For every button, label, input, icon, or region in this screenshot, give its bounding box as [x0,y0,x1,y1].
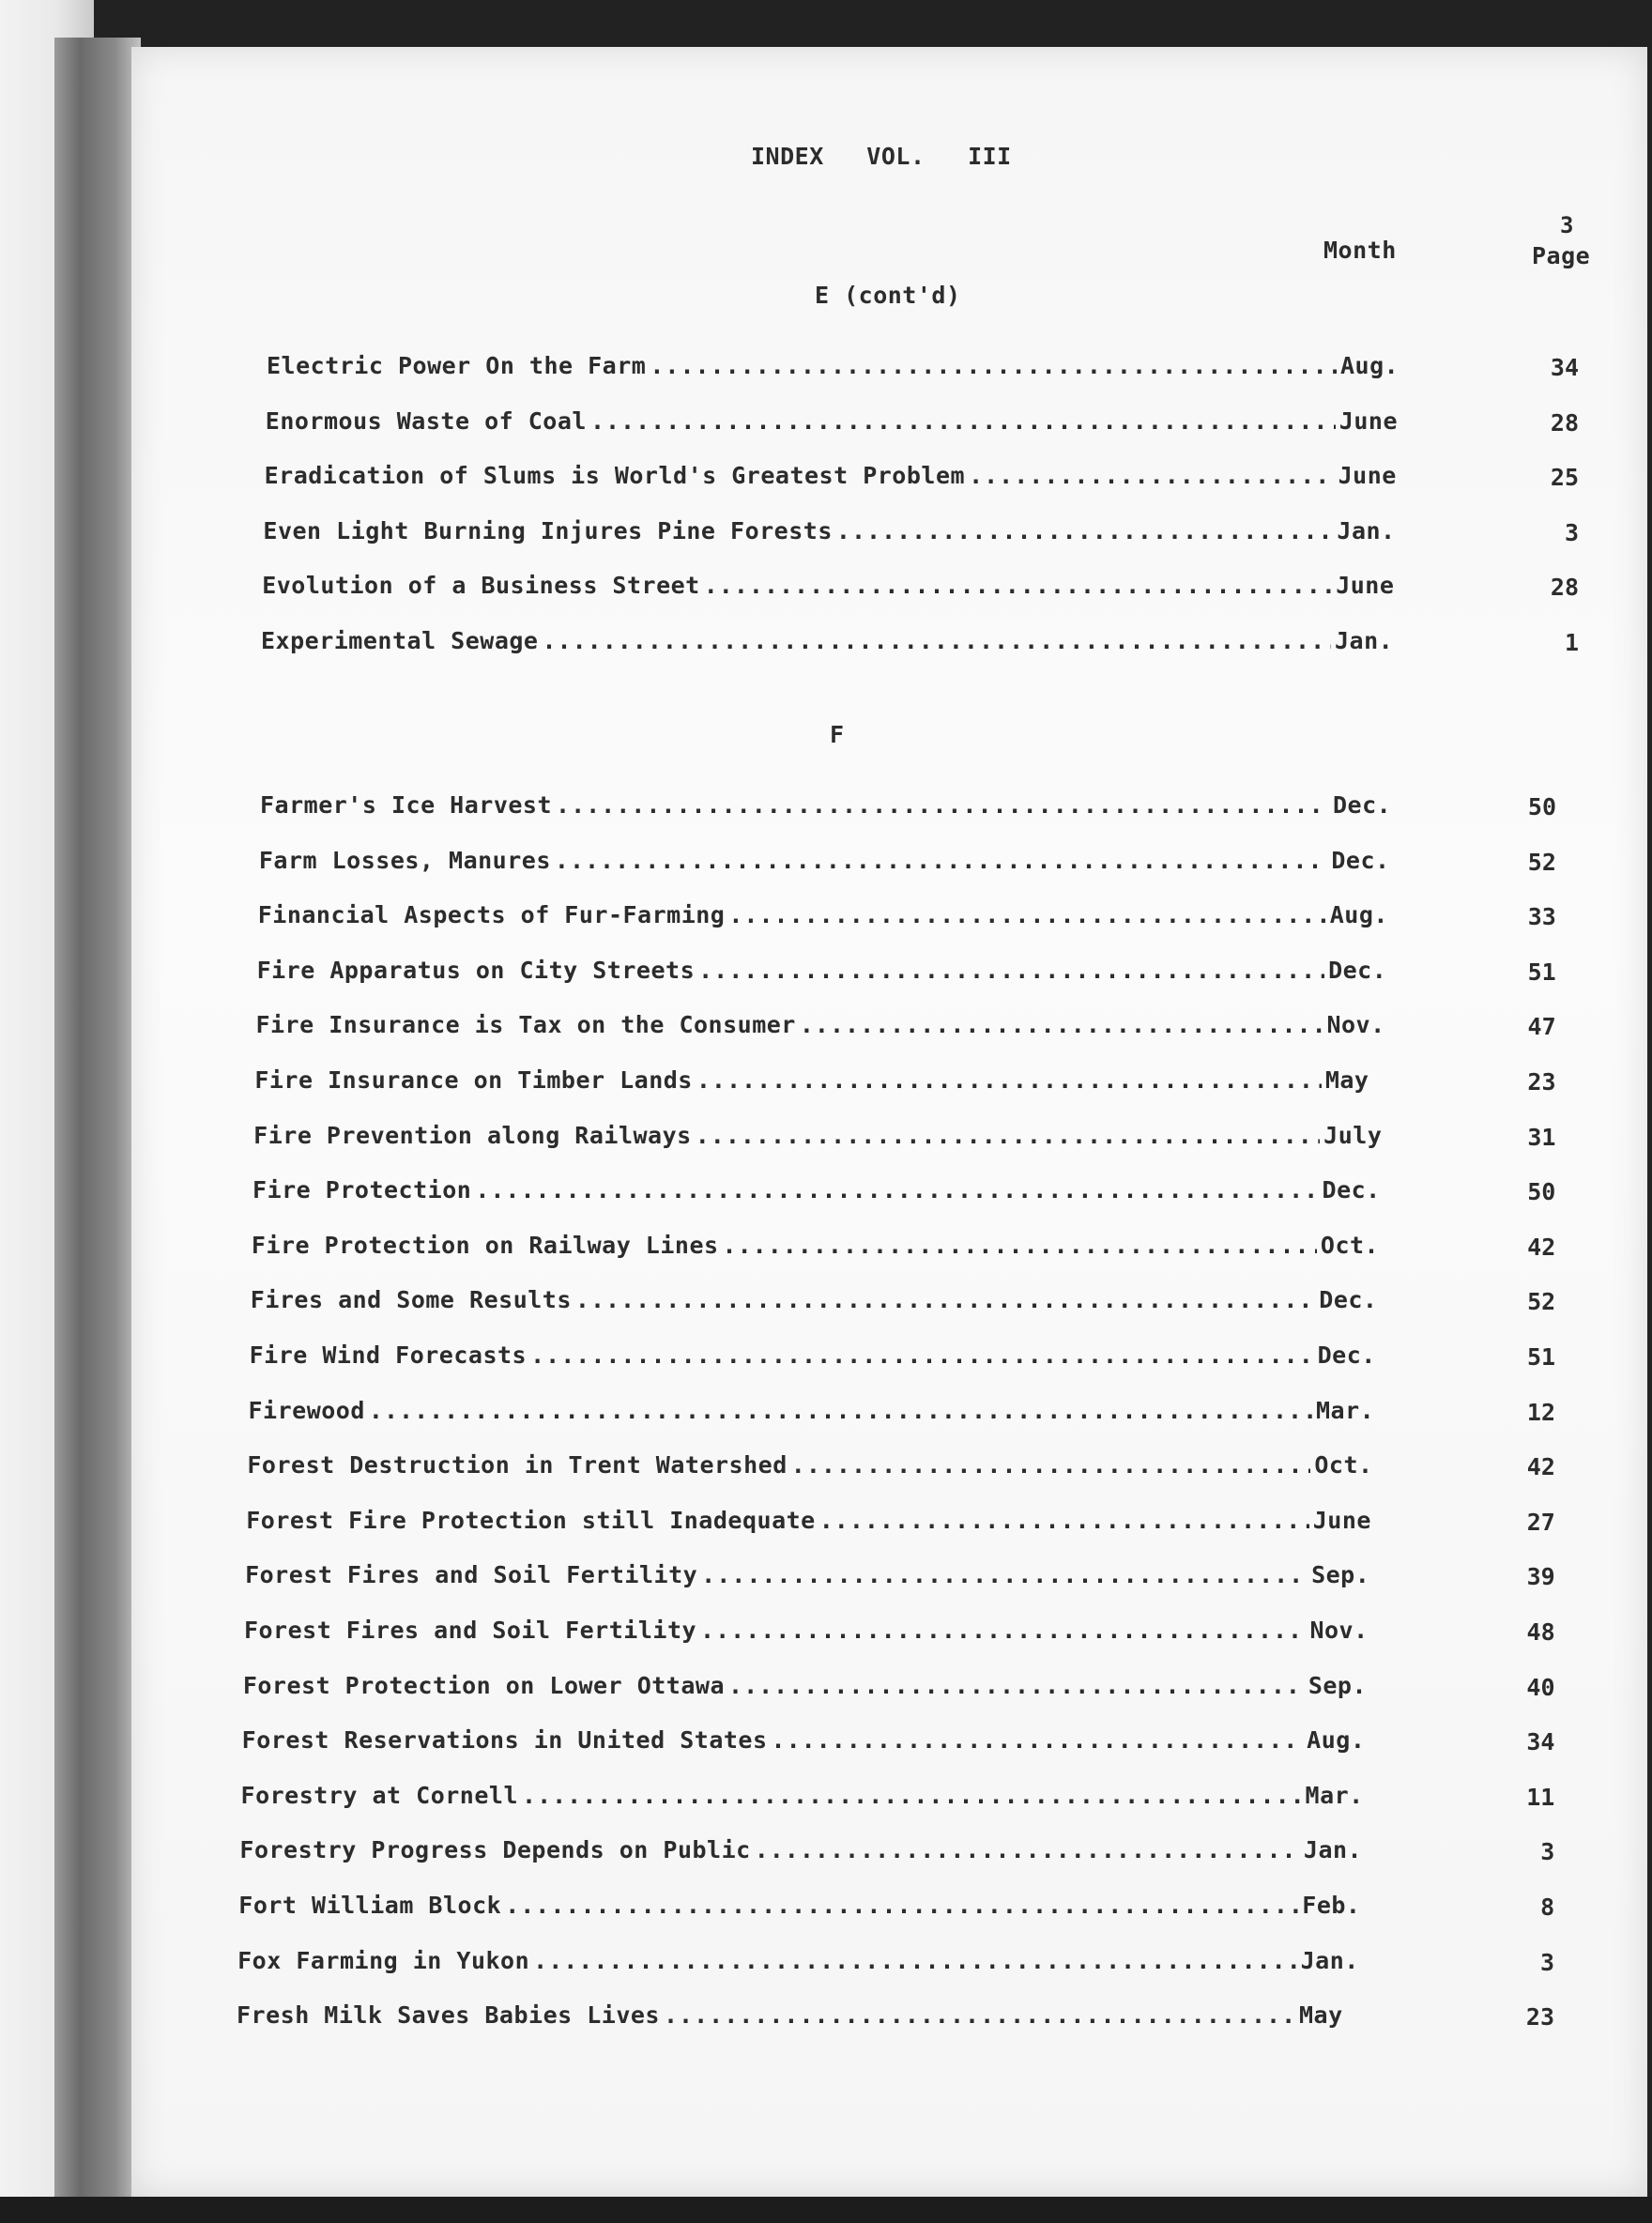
index-entry [263,517,1402,555]
entry-month: Aug. [1340,352,1400,379]
index-entry [260,791,1399,829]
entry-page-number: 11 [1526,1783,1555,1811]
entry-title: Forestry at Cornell [240,1781,519,1809]
dot-leader [698,957,1324,984]
entry-month: May [1324,1066,1369,1094]
entry-month: June [1338,406,1399,435]
index-entry [259,847,1398,884]
entry-title: Fire Insurance is Tax on the Consumer [255,1011,796,1039]
index-entry [251,1286,1385,1324]
entry-page-number: 33 [1527,903,1556,931]
entry-page-number: 52 [1527,1288,1556,1316]
entry-title: Farm Losses, Manures [258,846,551,874]
entry-title: Forest Fires and Soil Fertility [245,1561,698,1589]
dot-leader [533,1947,1296,1974]
dot-leader [723,1232,1317,1259]
index-entry [258,901,1396,939]
section-heading-e: E (cont'd) [815,282,961,309]
index-entry [238,1892,1368,1929]
entry-title: Farmer's Ice Harvest [260,791,553,819]
entry-page-number: 3 [1540,1948,1555,1976]
entry-month: Jan. [1335,627,1394,654]
dot-leader [664,2001,1295,2029]
entry-page-number: 34 [1526,1728,1555,1756]
dot-leader [505,1892,1298,1919]
entry-month: Dec. [1322,1176,1381,1204]
index-entry [255,1011,1392,1049]
entry-page-number: 27 [1526,1508,1555,1536]
index-entry [245,1561,1377,1599]
month-column-heading: Month [1323,237,1397,264]
entry-month: Dec. [1317,1341,1376,1369]
entry-month: Aug. [1307,1726,1366,1755]
entry-month: Dec. [1331,846,1390,874]
entry-title: Fox Farming in Yukon [237,1946,530,1974]
entry-page-number: 48 [1526,1618,1555,1646]
dot-leader [542,627,1331,654]
entry-page-number: 31 [1527,1123,1556,1151]
entry-page-number: 28 [1550,574,1579,602]
entry-title: Forest Destruction in Trent Watershed [247,1451,788,1479]
dot-leader [522,1782,1302,1809]
dot-leader [475,1176,1318,1203]
page-title: INDEX VOL. III [751,143,1012,170]
index-entry [262,572,1401,609]
entry-page-number: 23 [1525,2003,1554,2031]
entry-title: Forestry Progress Depends on Public [239,1836,751,1864]
entry-title: Forest Protection on Lower Ottawa [242,1671,726,1699]
dot-leader [590,407,1336,435]
entry-title: Forest Fire Protection still Inadequate [246,1506,816,1534]
binding-spine [54,38,141,2215]
entry-month: June [1312,1506,1371,1534]
entry-month: May [1299,2001,1343,2030]
entry-month: Jan. [1337,516,1396,544]
dot-leader [969,462,1335,489]
entry-title: Firewood [248,1396,365,1424]
dot-leader [530,1341,1314,1369]
entry-month: Nov. [1309,1617,1369,1644]
entry-month: Jan. [1303,1836,1363,1864]
entry-month: July [1323,1121,1383,1149]
entry-page-number: 42 [1527,1233,1556,1261]
index-entry [252,1232,1386,1269]
entry-title: Even Light Burning Injures Pine Forests [263,516,833,544]
index-entry [237,2001,1365,2039]
entry-page-number: 3 [1564,518,1579,546]
entry-month: Feb. [1302,1892,1361,1919]
entry-title: Fire Protection on Railway Lines [251,1231,719,1259]
entry-title: Evolution of a Business Street [262,572,700,600]
entry-page-number: 3 [1540,1838,1555,1866]
entry-page-number: 52 [1527,848,1556,876]
dot-leader [700,1617,1306,1644]
entry-title: Forest Fires and Soil Fertility [243,1617,697,1644]
index-entry [246,1507,1379,1544]
dot-leader [555,847,1327,874]
dot-leader [728,901,1325,928]
entry-page-number: 1 [1564,629,1579,656]
entry-page-number: 34 [1550,354,1579,381]
index-entry [254,1066,1391,1104]
entry-page-number: 23 [1527,1068,1556,1096]
entry-page-number: 51 [1526,1343,1556,1371]
dot-leader [728,1672,1305,1699]
entry-page-number: 42 [1526,1453,1555,1481]
entry-page-number: 39 [1526,1563,1555,1591]
entry-page-number: 40 [1526,1673,1555,1701]
dot-leader [755,1836,1300,1863]
dot-leader [650,352,1337,379]
entry-month: Jan. [1300,1946,1359,1974]
bottom-edge [0,2197,1652,2223]
entry-title: Experimental Sewage [261,627,539,654]
index-entry [243,1672,1374,1709]
dot-leader [696,1122,1320,1149]
index-entry [261,627,1400,665]
entry-title: Eradication of Slums is World's Greatest Problem [264,462,966,490]
entry-title: Electric Power On the Farm [267,352,647,379]
entry-page-number: 25 [1550,464,1579,492]
entry-month: Aug. [1329,901,1388,929]
entry-title: Fire Protection [252,1176,472,1204]
entry-title: Fire Wind Forecasts [249,1341,528,1369]
index-entry [250,1341,1384,1379]
entry-month: Dec. [1333,791,1392,819]
entry-title: Forest Reservations in United States [241,1726,768,1755]
index-entry [267,352,1406,390]
entry-month: Nov. [1326,1011,1385,1039]
dot-leader [704,572,1332,599]
dot-leader [701,1561,1308,1588]
entry-month: Oct. [1320,1231,1380,1259]
dot-leader [556,791,1329,819]
entry-month: Sep. [1311,1561,1370,1589]
page-column-heading: Page [1532,242,1591,269]
entry-month: Dec. [1319,1286,1378,1314]
entry-title: Fort William Block [238,1892,502,1919]
index-entry [244,1617,1376,1654]
sheet-number: 3 [1560,212,1574,238]
entry-month: June [1336,572,1395,600]
section-heading-f: F [830,721,845,748]
entry-page-number: 50 [1527,793,1556,820]
entry-page-number: 51 [1527,958,1556,986]
dot-leader [819,1507,1309,1534]
index-entry [242,1726,1373,1764]
index-entry [241,1782,1371,1819]
entry-title: Fires and Some Results [250,1286,572,1314]
entry-title: Financial Aspects of Fur-Farming [257,901,726,929]
entry-month: Oct. [1314,1451,1373,1479]
dot-leader [696,1066,1322,1094]
dot-leader [772,1726,1304,1754]
entry-month: Mar. [1316,1396,1375,1424]
index-entry [239,1836,1369,1874]
index-entry [265,462,1404,499]
index-entry [247,1451,1380,1489]
index-entry [237,1947,1367,1985]
entry-page-number: 47 [1527,1013,1556,1041]
dot-leader [575,1286,1315,1313]
entry-month: Mar. [1305,1781,1364,1809]
entry-page-number: 28 [1550,408,1579,437]
index-entry [266,407,1405,445]
entry-month: Sep. [1308,1671,1368,1699]
entry-title: Fresh Milk Saves Babies Lives [237,2001,660,2030]
index-entry [257,957,1395,994]
index-entry [253,1122,1389,1159]
entry-page-number: 8 [1540,1893,1555,1921]
dot-leader [800,1011,1323,1038]
index-entry [252,1176,1388,1214]
dot-leader [369,1397,1312,1424]
entry-title: Fire Apparatus on City Streets [256,956,696,984]
entry-title: Enormous Waste of Coal [265,406,587,435]
index-entry [249,1397,1383,1434]
entry-title: Fire Insurance on Timber Lands [254,1066,693,1094]
dot-leader [836,517,1334,544]
entry-title: Fire Prevention along Railways [253,1121,692,1149]
dot-leader [791,1451,1311,1479]
entry-month: Dec. [1328,956,1387,984]
entry-month: June [1338,462,1397,490]
entry-page-number: 12 [1526,1398,1555,1426]
entry-page-number: 50 [1527,1178,1556,1206]
